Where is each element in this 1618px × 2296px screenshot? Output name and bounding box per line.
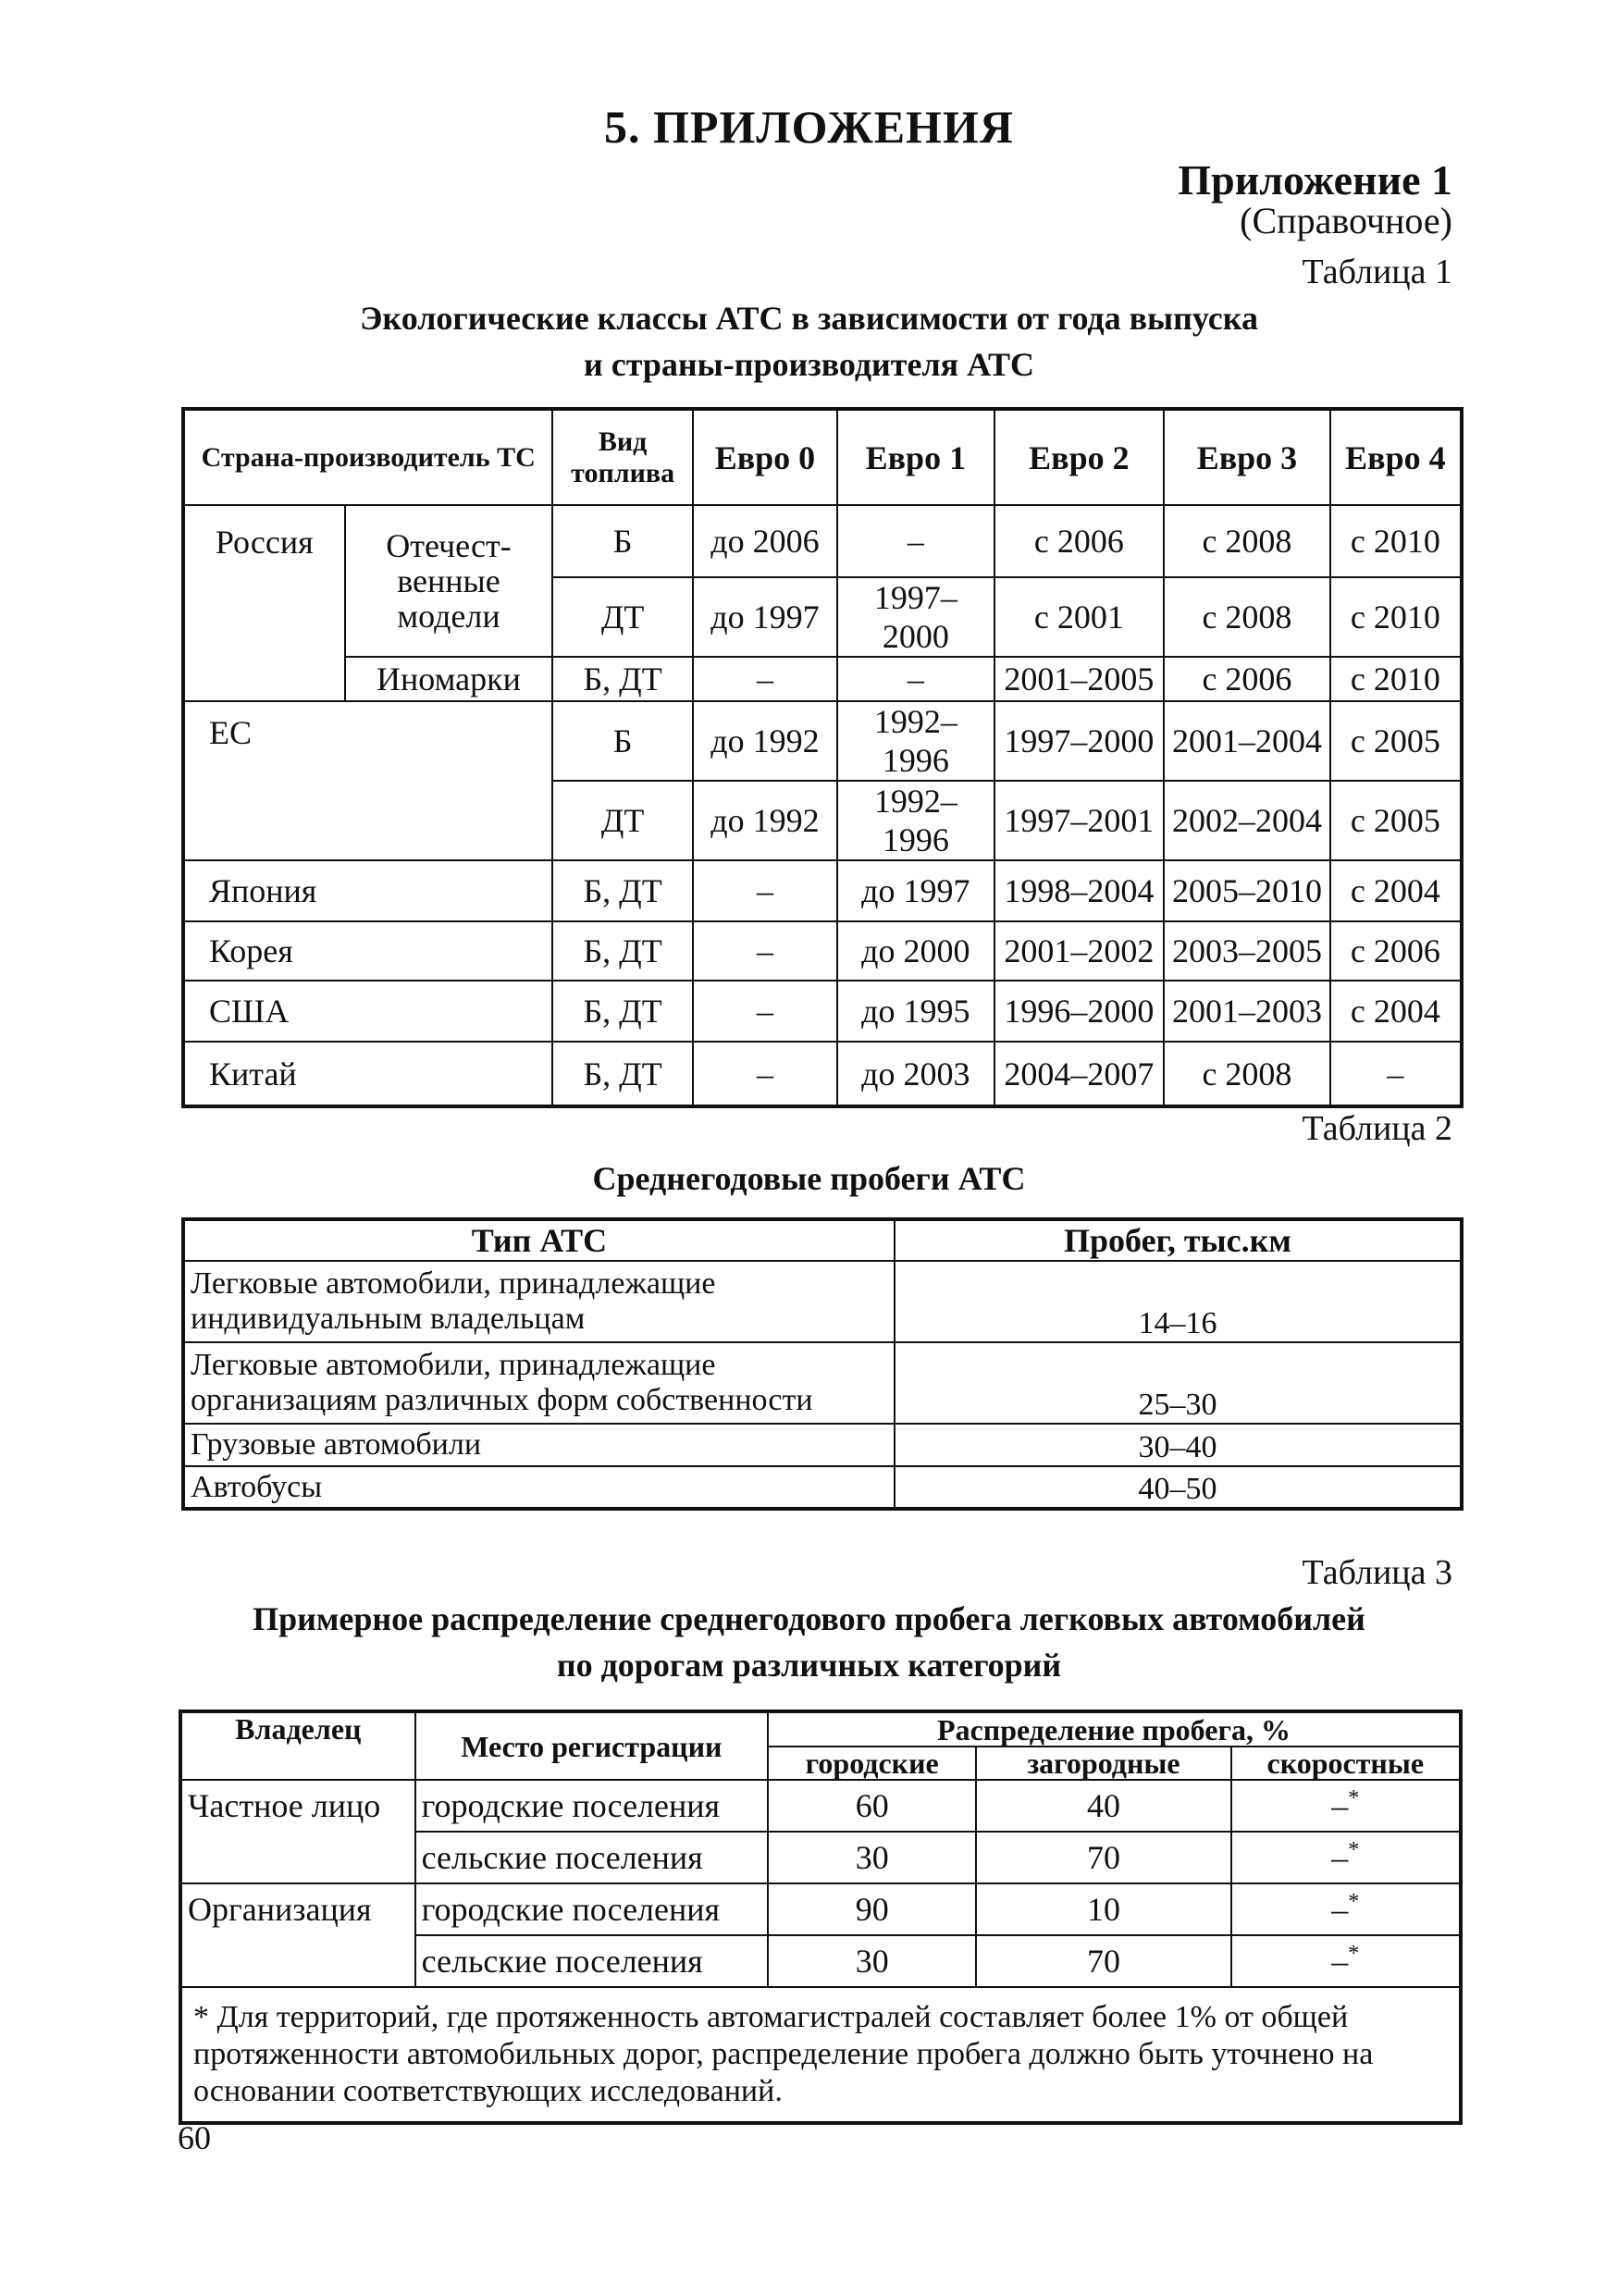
type-cell: Грузовые автомобили [183, 1424, 895, 1466]
highway-cell [1231, 1780, 1461, 1832]
table2-caption: Среднегодовые пробеги АТС [592, 1160, 1026, 1197]
mileage-cell: 14–16 [895, 1261, 1462, 1342]
table-row [183, 1466, 1462, 1509]
table-header-row [183, 409, 1462, 505]
fuel-cell: ДТ [552, 781, 692, 860]
eco-class-table [181, 407, 1464, 1108]
euro-cell: 1992–1996 [837, 701, 994, 781]
mileage-table [181, 1217, 1464, 1511]
footnote-mark: * [1348, 1786, 1360, 1810]
euro-cell: – [693, 921, 837, 981]
fuel-cell: ДТ [552, 577, 692, 657]
header-highway: скоростные [1231, 1747, 1461, 1780]
header-fuel: Вид топлива [552, 409, 692, 505]
euro-cell: 2001–2004 [1164, 701, 1330, 781]
header-euro1: Евро 1 [837, 409, 994, 505]
euro-cell: с 2006 [994, 505, 1165, 577]
type-cell: Легковые автомобили, принадлежащие организациям различных форм собственности [183, 1342, 895, 1424]
euro-cell: до 1992 [693, 701, 837, 781]
header-mileage: Пробег, тыс.км [895, 1219, 1462, 1261]
header-distribution: Распределение пробега, % [768, 1711, 1461, 1747]
country-cell: Япония [183, 860, 552, 921]
highway-value: – [1331, 1891, 1349, 1928]
euro-cell: – [693, 860, 837, 921]
subgroup-cell: Иномарки [345, 657, 553, 701]
fuel-cell: Б [552, 505, 692, 577]
table2-label: Таблица 2 [1302, 1109, 1452, 1148]
euro-cell: 1992–1996 [837, 781, 994, 860]
fuel-cell: Б, ДТ [552, 981, 692, 1042]
table-row [183, 1424, 1462, 1466]
country-cell: Китай [183, 1042, 552, 1106]
euro-cell: с 2004 [1330, 981, 1462, 1042]
table3-caption-line1: Примерное распределение среднегодового пробега легковых автомобилей [253, 1600, 1365, 1637]
euro-cell: – [693, 657, 837, 701]
euro-cell: с 2008 [1164, 1042, 1330, 1106]
footnote-mark: * [1348, 1890, 1360, 1914]
type-cell: Автобусы [183, 1466, 895, 1509]
euro-cell: с 2008 [1164, 505, 1330, 577]
country-cell: Корея [183, 921, 552, 981]
highway-value: – [1331, 1943, 1349, 1980]
header-owner: Владелец [180, 1711, 415, 1780]
table-row [183, 505, 1462, 577]
fuel-cell: Б, ДТ [552, 1042, 692, 1106]
table1-caption-line1: Экологические классы АТС в зависимости от года выпуска [360, 300, 1258, 337]
subgroup-cell: Отечест-венные модели [345, 505, 553, 657]
euro-cell: 2001–2003 [1164, 981, 1330, 1042]
type-cell: Легковые автомобили, принадлежащие индивидуальным владельцам [183, 1261, 895, 1342]
euro-cell: 1997–2000 [994, 701, 1165, 781]
euro-cell: 1996–2000 [994, 981, 1165, 1042]
highway-cell [1231, 1935, 1461, 1987]
euro-cell: до 2003 [837, 1042, 994, 1106]
fuel-cell: Б, ДТ [552, 921, 692, 981]
highway-value: – [1331, 1839, 1349, 1876]
suburban-cell: 70 [976, 1935, 1230, 1987]
euro-cell: с 2005 [1330, 781, 1462, 860]
euro-cell: 2001–2005 [994, 657, 1165, 701]
euro-cell: с 2004 [1330, 860, 1462, 921]
table-row [183, 1261, 1462, 1342]
highway-cell [1231, 1832, 1461, 1883]
header-euro3: Евро 3 [1164, 409, 1330, 505]
header-suburban: загородные [976, 1747, 1230, 1780]
header-euro0: Евро 0 [693, 409, 837, 505]
table-row [180, 1780, 1461, 1832]
euro-cell: до 1997 [693, 577, 837, 657]
euro-cell: с 2006 [1330, 921, 1462, 981]
mileage-cell: 40–50 [895, 1466, 1462, 1509]
table-row [180, 1883, 1461, 1935]
euro-cell: 1997–2001 [994, 781, 1165, 860]
urban-cell: 30 [768, 1935, 976, 1987]
euro-cell: 1998–2004 [994, 860, 1165, 921]
country-cell: США [183, 981, 552, 1042]
euro-cell: с 2001 [994, 577, 1165, 657]
euro-cell: – [1330, 1042, 1462, 1106]
section-title: 5. ПРИЛОЖЕНИЯ [604, 101, 1014, 153]
table-row [183, 860, 1462, 921]
table-row [183, 981, 1462, 1042]
table1-label: Таблица 1 [1302, 253, 1452, 291]
highway-cell [1231, 1883, 1461, 1935]
urban-cell: 60 [768, 1780, 976, 1832]
appendix-title: Приложение 1 [1178, 156, 1452, 204]
header-urban: городские [768, 1747, 976, 1780]
table-row [183, 1342, 1462, 1424]
header-euro4: Евро 4 [1330, 409, 1462, 505]
page-number: 60 [178, 2119, 211, 2156]
table3-caption-line2: по дорогам различных категорий [556, 1647, 1062, 1684]
euro-cell: до 1997 [837, 860, 994, 921]
place-cell: городские поселения [415, 1780, 768, 1832]
suburban-cell: 70 [976, 1832, 1230, 1883]
header-type: Тип АТС [183, 1219, 895, 1261]
footnote: * Для территорий, где протяженность автомагистралей составляет более 1% от общей протяженности автомобильных дорог, распределение пробега должно быть уточнено на основании соответствующих исследований. [180, 1987, 1461, 2123]
fuel-cell: Б, ДТ [552, 657, 692, 701]
euro-cell: – [837, 657, 994, 701]
mileage-cell: 30–40 [895, 1424, 1462, 1466]
footnote-mark: * [1348, 1942, 1360, 1966]
appendix-note: (Справочное) [1240, 200, 1452, 241]
euro-cell: с 2005 [1330, 701, 1462, 781]
euro-cell: – [693, 981, 837, 1042]
table-row [183, 657, 1462, 701]
euro-cell: до 2000 [837, 921, 994, 981]
header-euro2: Евро 2 [994, 409, 1165, 505]
table-row [183, 1042, 1462, 1106]
euro-cell: 2003–2005 [1164, 921, 1330, 981]
table-header-row [180, 1711, 1461, 1747]
euro-cell: 2001–2002 [994, 921, 1165, 981]
place-cell: сельские поселения [415, 1935, 768, 1987]
fuel-cell: Б [552, 701, 692, 781]
owner-cell: Организация [180, 1883, 415, 1987]
euro-cell: с 2008 [1164, 577, 1330, 657]
country-cell: Россия [183, 505, 345, 701]
euro-cell: до 1992 [693, 781, 837, 860]
footnote-row [180, 1987, 1461, 2123]
place-cell: сельские поселения [415, 1832, 768, 1883]
header-place: Место регистрации [415, 1711, 768, 1780]
euro-cell: с 2010 [1330, 577, 1462, 657]
distribution-table [179, 1710, 1463, 2125]
suburban-cell: 10 [976, 1883, 1230, 1935]
owner-cell: Частное лицо [180, 1780, 415, 1883]
urban-cell: 90 [768, 1883, 976, 1935]
euro-cell: с 2006 [1164, 657, 1330, 701]
euro-cell: до 2006 [693, 505, 837, 577]
table3-label: Таблица 3 [1302, 1553, 1452, 1592]
euro-cell: 1997–2000 [837, 577, 994, 657]
euro-cell: 2002–2004 [1164, 781, 1330, 860]
euro-cell: 2005–2010 [1164, 860, 1330, 921]
header-country: Страна-производитель ТС [183, 409, 552, 505]
table-row [183, 701, 1462, 781]
euro-cell: с 2010 [1330, 505, 1462, 577]
mileage-cell: 25–30 [895, 1342, 1462, 1424]
euro-cell: – [837, 505, 994, 577]
footnote-mark: * [1348, 1838, 1360, 1862]
fuel-cell: Б, ДТ [552, 860, 692, 921]
table1-caption-line2: и страны-производителя АТС [584, 346, 1034, 383]
euro-cell: – [693, 1042, 837, 1106]
table-row [183, 921, 1462, 981]
urban-cell: 30 [768, 1832, 976, 1883]
highway-value: – [1331, 1787, 1349, 1824]
euro-cell: до 1995 [837, 981, 994, 1042]
suburban-cell: 40 [976, 1780, 1230, 1832]
place-cell: городские поселения [415, 1883, 768, 1935]
euro-cell: с 2010 [1330, 657, 1462, 701]
country-cell: ЕС [183, 701, 552, 860]
table-header-row [183, 1219, 1462, 1261]
euro-cell: 2004–2007 [994, 1042, 1165, 1106]
